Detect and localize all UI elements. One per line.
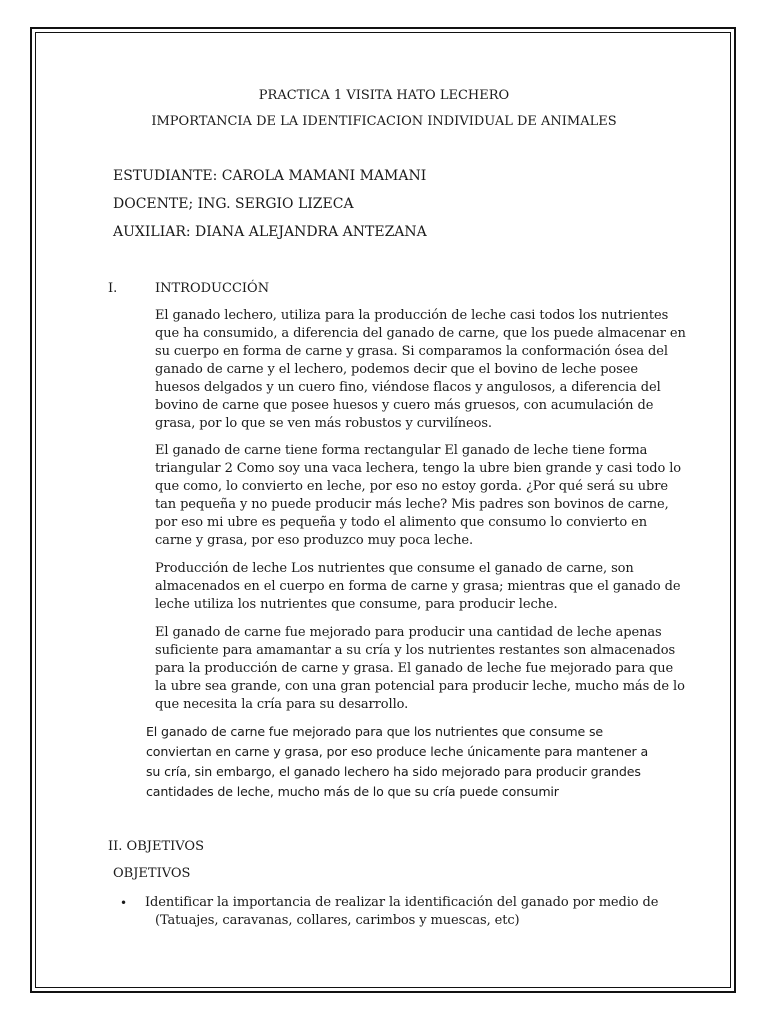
section-heading: INTRODUCCIÓN bbox=[155, 281, 270, 296]
paragraph-line: que necesita la cría para su desarrollo. bbox=[155, 697, 409, 712]
paragraph-line: que ha consumido, a diferencia del ganado de carne, que los puede almacenar en bbox=[155, 326, 686, 341]
sans-paragraph-line: El ganado de carne fue mejorado para que los nutrientes que consume se bbox=[146, 724, 604, 739]
paragraph-line: El ganado lechero, utiliza para la producción de leche casi todos los nutrientes bbox=[155, 308, 669, 323]
paragraph-line: almacenados en el cuerpo en forma de carne y grasa; mientras que el ganado de bbox=[155, 579, 681, 594]
objectives-label: OBJETIVOS bbox=[113, 866, 191, 881]
paragraph-line: por eso mi ubre es pequeña y todo el alimento que consumo lo convierto en bbox=[155, 515, 648, 530]
paragraph-line: que como, lo convierto en leche, por eso no estoy gorda. ¿Por qué será su ubre bbox=[155, 479, 668, 494]
sans-paragraph-line: conviertan en carne y grasa, por eso produce leche únicamente para mantener a bbox=[146, 744, 649, 759]
paragraph-line: bovino de carne que posee huesos y cuero más gruesos, con acumulación de bbox=[155, 398, 654, 413]
bullet-line: (Tatuajes, caravanas, collares, carimbos y muescas, etc) bbox=[155, 913, 520, 928]
assistant-name: AUXILIAR: DIANA ALEJANDRA ANTEZANA bbox=[113, 224, 427, 240]
section-number: I. bbox=[108, 281, 118, 296]
document-title: PRACTICA 1 VISITA HATO LECHERO bbox=[258, 88, 510, 103]
document-subtitle: IMPORTANCIA DE LA IDENTIFICACION INDIVIDUAL DE ANIMALES bbox=[151, 114, 617, 129]
section-two-heading: II. OBJETIVOS bbox=[108, 839, 204, 854]
paragraph-line: El ganado de carne fue mejorado para producir una cantidad de leche apenas bbox=[155, 625, 662, 640]
teacher-name: DOCENTE; ING. SERGIO LIZECA bbox=[113, 196, 354, 212]
sans-paragraph-line: su cría, sin embargo, el ganado lechero ha sido mejorado para producir grandes bbox=[146, 764, 641, 779]
bullet-point: • bbox=[120, 896, 128, 910]
paragraph-line: para la producción de carne y grasa. El ganado de leche fue mejorado para que bbox=[155, 661, 674, 676]
paragraph-line: suficiente para amamantar a su cría y los nutrientes restantes son almacenados bbox=[155, 643, 676, 658]
paragraph-line: huesos delgados y un cuero fino, viéndose flacos y angulosos, a diferencia del bbox=[155, 380, 661, 395]
paragraph-line: su cuerpo en forma de carne y grasa. Si comparamos la conformación ósea del bbox=[155, 344, 668, 359]
bullet-line: Identificar la importancia de realizar la identificación del ganado por medio de bbox=[145, 895, 659, 910]
paragraph-line: El ganado de carne tiene forma rectangular El ganado de leche tiene forma bbox=[155, 443, 648, 458]
paragraph-line: Producción de leche Los nutrientes que consume el ganado de carne, son bbox=[155, 561, 634, 576]
paragraph-line: ganado de carne y el lechero, podemos decir que el bovino de leche posee bbox=[155, 362, 638, 377]
paragraph-line: leche utiliza los nutrientes que consume, para producir leche. bbox=[155, 597, 558, 612]
sans-paragraph-line: cantidades de leche, mucho más de lo que su cría puede consumir bbox=[146, 784, 559, 799]
paragraph-line: la ubre sea grande, con una gran potencial para producir leche, mucho más de lo bbox=[155, 679, 685, 694]
paragraph-line: triangular 2 Como soy una vaca lechera, tengo la ubre bien grande y casi todo lo bbox=[155, 461, 682, 476]
student-name: ESTUDIANTE: CAROLA MAMANI MAMANI bbox=[113, 168, 427, 184]
paragraph-line: grasa, por lo que se ven más robustos y curvilíneos. bbox=[155, 416, 492, 431]
paragraph-line: tan pequeña y no puede producir más leche? Mis padres son bovinos de carne, bbox=[155, 497, 669, 512]
paragraph-line: carne y grasa, por eso produzco muy poca leche. bbox=[155, 533, 473, 548]
